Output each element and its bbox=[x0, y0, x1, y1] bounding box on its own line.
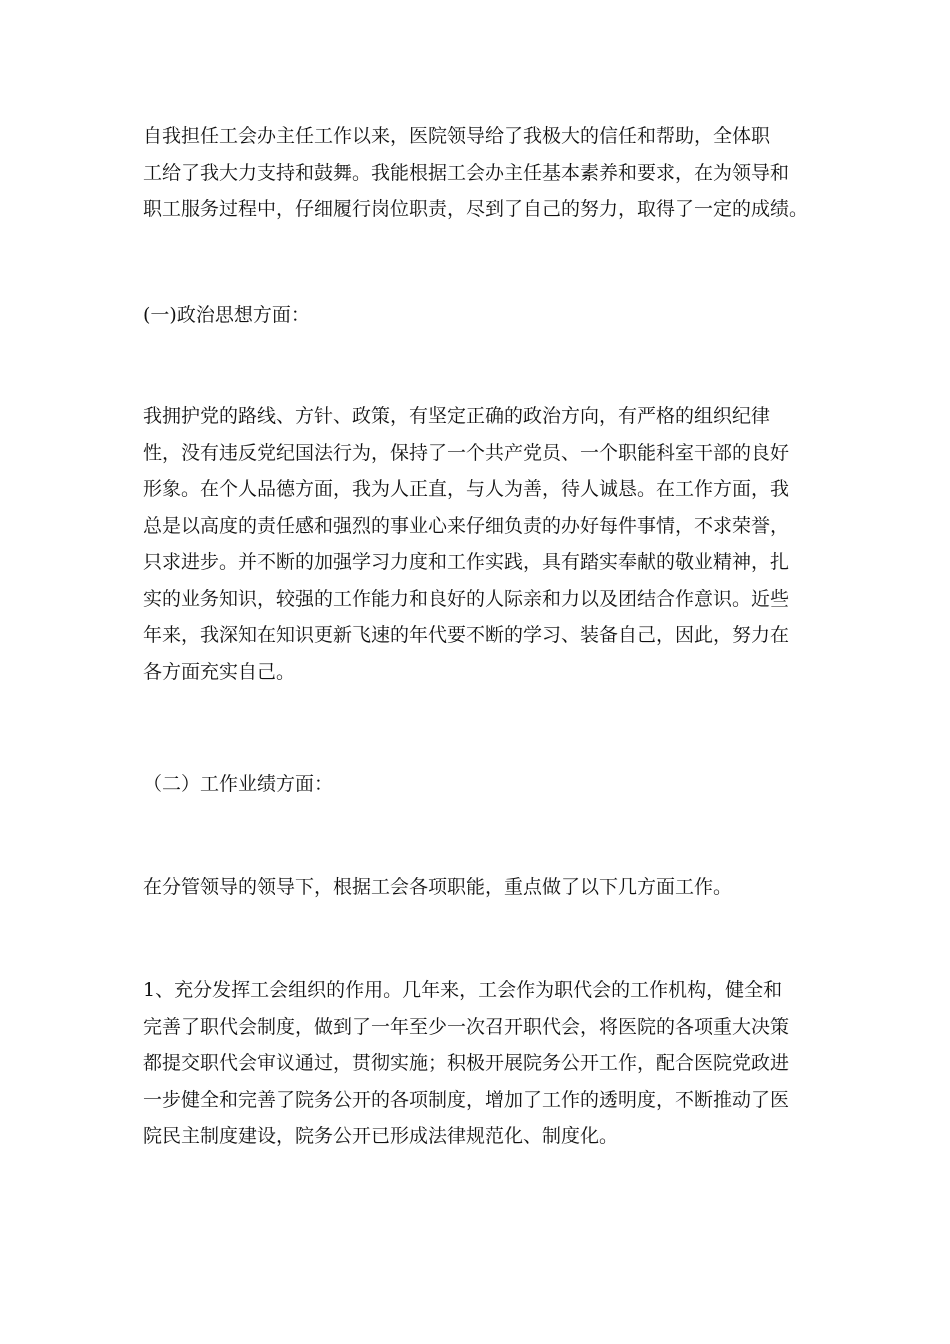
text-line: 性，没有违反党纪国法行为，保持了一个共产党员、一个职能科室干部的良好 bbox=[143, 441, 790, 464]
text-line: 自我担任工会办主任工作以来，医院领导给了我极大的信任和帮助，全体职 bbox=[143, 125, 771, 147]
text-line: 院民主制度建设，院务公开已形成法律规范化、制度化。 bbox=[143, 1125, 619, 1147]
section-1-paragraph bbox=[143, 398, 808, 690]
section-1-heading: (一)政治思想方面： bbox=[143, 304, 310, 326]
text-line: 工给了我大力支持和鼓舞。我能根据工会办主任基本素养和要求，在为领导和 bbox=[143, 161, 790, 184]
section-2-intro: 在分管领导的领导下，根据工会各项职能，重点做了以下几方面工作。 bbox=[143, 876, 733, 898]
text-line: 形象。在个人品德方面，我为人正直，与人为善，待人诚恳。在工作方面，我 bbox=[143, 478, 790, 500]
text-line: 1、充分发挥工会组织的作用。几年来，工会作为职代会的工作机构，健全和 bbox=[143, 979, 783, 1001]
text-line: 职工服务过程中，仔细履行岗位职责，尽到了自己的努力，取得了一定的成绩。 bbox=[143, 198, 809, 220]
text-line: 年来，我深知在知识更新飞速的年代要不断的学习、装备自己，因此，努力在 bbox=[143, 624, 790, 646]
text-line: 总是以高度的责任感和强烈的事业心来仔细负责的办好每件事情，不求荣誉， bbox=[143, 514, 790, 537]
text-line: 实的业务知识，较强的工作能力和良好的人际亲和力以及团结合作意识。近些 bbox=[143, 587, 790, 610]
text-line: 只求进步。并不断的加强学习力度和工作实践，具有踏实奉献的敬业精神，扎 bbox=[143, 551, 790, 573]
text-line: 各方面充实自己。 bbox=[143, 660, 296, 683]
text-line: 我拥护党的路线、方针、政策，有坚定正确的政治方向，有严格的组织纪律 bbox=[143, 405, 771, 427]
intro-paragraph bbox=[143, 118, 808, 228]
text-line: 一步健全和完善了院务公开的各项制度，增加了工作的透明度，不断推动了医 bbox=[143, 1088, 790, 1111]
section-2-heading: （二）工作业绩方面： bbox=[143, 773, 334, 795]
text-line: 都提交职代会审议通过，贯彻实施；积极开展院务公开工作，配合医院党政进 bbox=[143, 1052, 790, 1074]
item-1-paragraph bbox=[143, 972, 808, 1155]
text-line: 完善了职代会制度，做到了一年至少一次召开职代会，将医院的各项重大决策 bbox=[143, 1015, 790, 1038]
